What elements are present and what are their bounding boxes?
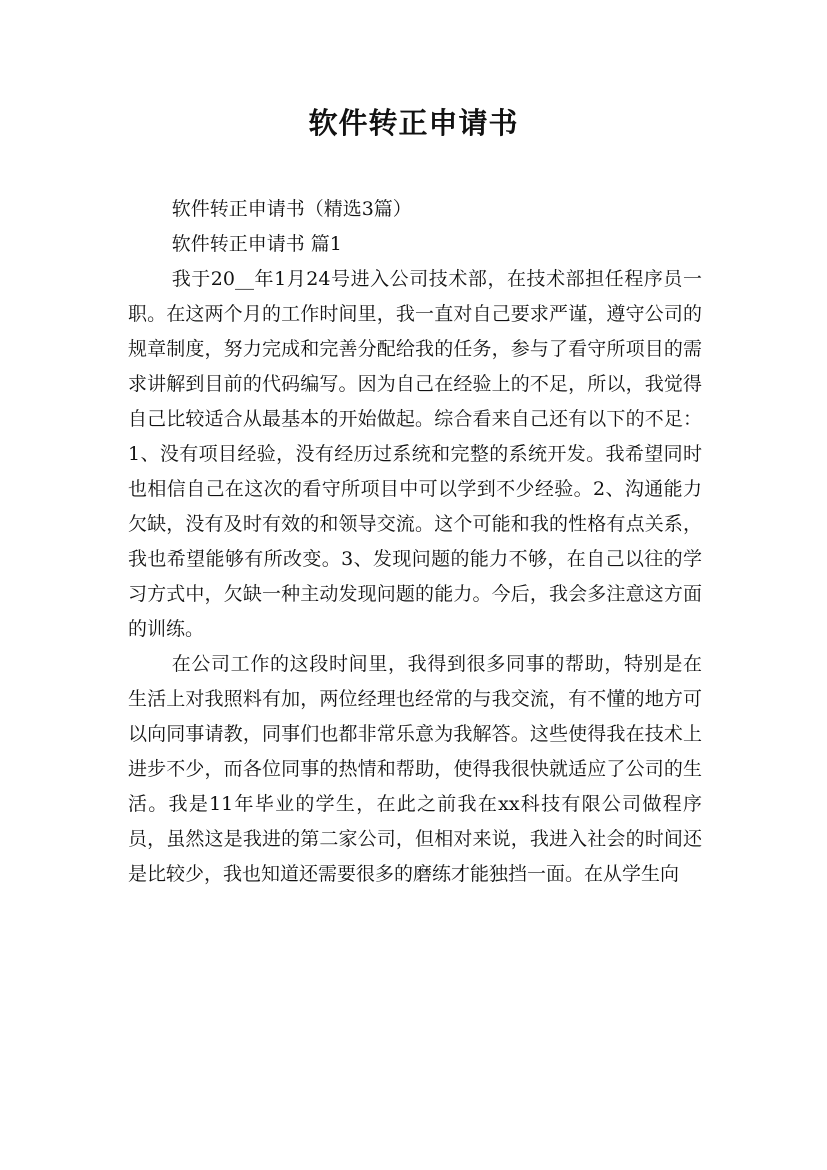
body-paragraph: 在公司工作的这段时间里，我得到很多同事的帮助，特别是在生活上对我照料有加，两位经理也经常的与我交流，有不懂的地方可以向同事请教，同事们也都非常乐意为我解答。这些使得我在技术上进步不少，而各位同事的热情和帮助，使得我很快就适应了公司的生活。我是11年毕业的学生，在此之前我在xx科技有限公司做程序员，虽然这是我进的第二家公司，但相对来说，我进入社会的时间还是比较少，我也知道还需要很多的磨练才能独挡一面。在从学生向 (128, 653, 702, 885)
section-heading: 软件转正申请书 篇1 (171, 233, 342, 255)
document-title: 软件转正申请书 (308, 106, 519, 140)
document-body (128, 192, 702, 892)
document-subtitle: 软件转正申请书（精选3篇） (171, 198, 412, 220)
body-paragraph: 我于20__年1月24号进入公司技术部，在技术部担任程序员一职。在这两个月的工作时间里，我一直对自己要求严谨，遵守公司的规章制度，努力完成和完善分配给我的任务，参与了看守所项目的需求讲解到目前的代码编写。因为自己在经验上的不足，所以，我觉得自己比较适合从最基本的开始做起。综合看来自己还有以下的不足：1、没有项目经验，没有经历过系统和完整的系统开发。我希望同时也相信自己在这次的看守所项目中可以学到不少经验。2、沟通能力欠缺，没有及时有效的和领导交流。这个可能和我的性格有点关系，我也希望能够有所改变。3、发现问题的能力不够，在自己以往的学习方式中，欠缺一种主动发现问题的能力。今后，我会多注意这方面的训练。 (128, 268, 702, 640)
